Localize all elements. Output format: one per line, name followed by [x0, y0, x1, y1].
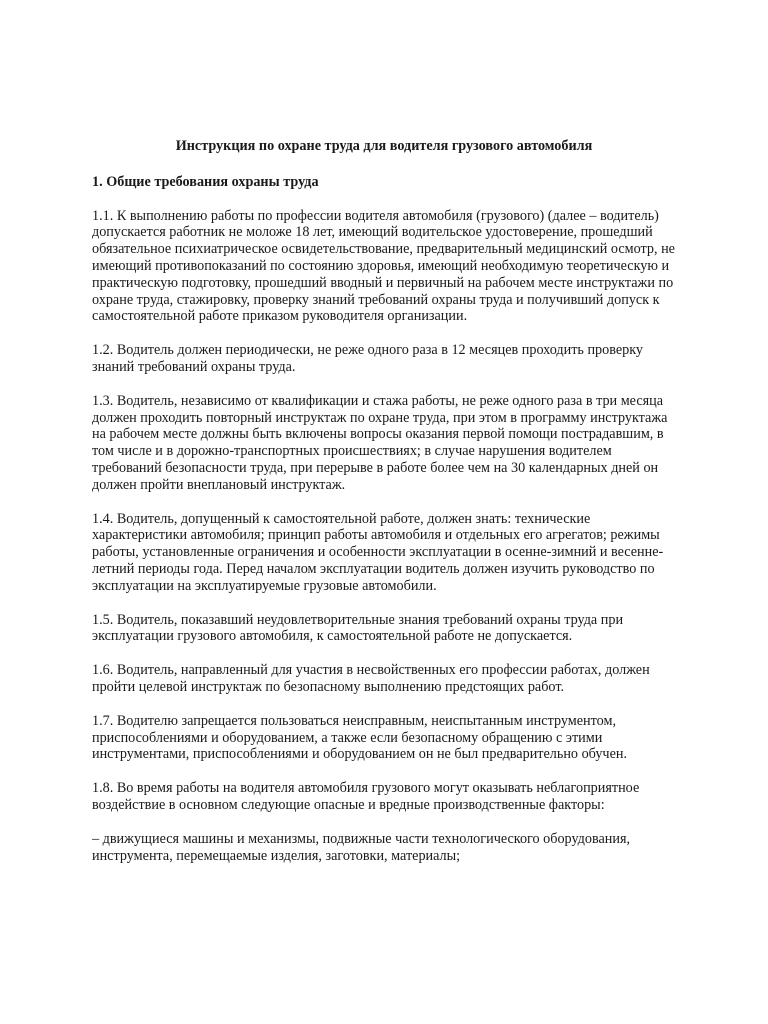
document-body	[92, 138, 676, 881]
paragraph-1-1: 1.1. К выполнению работы по профессии водителя автомобиля (грузового) (далее – водитель) допускается работник не моложе 18 лет, имеющий водительское удостоверение, прошедший обязательное психиатрическое освидетельствование, предварительный медицинский осмотр, не имеющий противопоказаний по состоянию здоровья, имеющий необходимую теоретическую и практическую подготовку, прошедший вводный и первичный на рабочем месте инструктажи по охране труда, стажировку, проверку знаний требований охраны труда и получивший допуск к самостоятельной работе приказом руководителя организации.	[92, 207, 675, 325]
paragraph-1-4: 1.4. Водитель, допущенный к самостоятельной работе, должен знать: технические характеристики автомобиля; принцип работы автомобиля и отдельных его агрегатов; режимы работы, установленные ограничения и особенности эксплуатации в осенне-зимний и весенне-летний периоды года. Перед началом эксплуатации водитель должен изучить руководство по эксплуатации на эксплуатируемые грузовые автомобили.	[92, 510, 664, 594]
section-heading: 1. Общие требования охраны труда	[92, 173, 319, 190]
paragraph-1-3: 1.3. Водитель, независимо от квалификации и стажа работы, не реже одного раза в три месяца должен проходить повторный инструктаж по охране труда, при этом в программу инструктажа на рабочем месте должны быть включены вопросы оказания первой помощи пострадавшим, в том числе и в дорожно-транспортных происшествиях; в случае нарушения водителем требований безопасности труда, при перерыве в работе более чем на 30 календарных дней он должен пройти внеплановый инструктаж.	[92, 392, 668, 493]
paragraph-1-6: 1.6. Водитель, направленный для участия в несвойственных его профессии работах, должен пройти целевой инструктаж по безопасному выполнению предстоящих работ.	[92, 662, 650, 695]
paragraph-1-2: 1.2. Водитель должен периодически, не реже одного раза в 12 месяцев проходить проверку знаний требований охраны труда.	[92, 342, 644, 375]
paragraph-1-7: 1.7. Водителю запрещается пользоваться неисправным, неиспытанным инструментом, приспособлениями и оборудованием, а также если безопасному обращению с этими инструментами, приспособлениями и оборудованием он не был предварительно обучен.	[92, 712, 628, 763]
paragraph-1-5: 1.5. Водитель, показавший неудовлетворительные знания требований охраны труда при эксплуатации грузового автомобиля, к самостоятельной работе не допускается.	[92, 611, 624, 645]
document-title: Инструкция по охране труда для водителя грузового автомобиля	[175, 138, 593, 154]
paragraph-1-8: 1.8. Во время работы на водителя автомобиля грузового могут оказывать неблагоприятное воздействие в основном следующие опасные и вредные производственные факторы:	[92, 780, 640, 813]
hazard-list-item: – движущиеся машины и механизмы, подвижные части технологического оборудования, инструмента, перемещаемые изделия, заготовки, материалы;	[92, 830, 631, 864]
